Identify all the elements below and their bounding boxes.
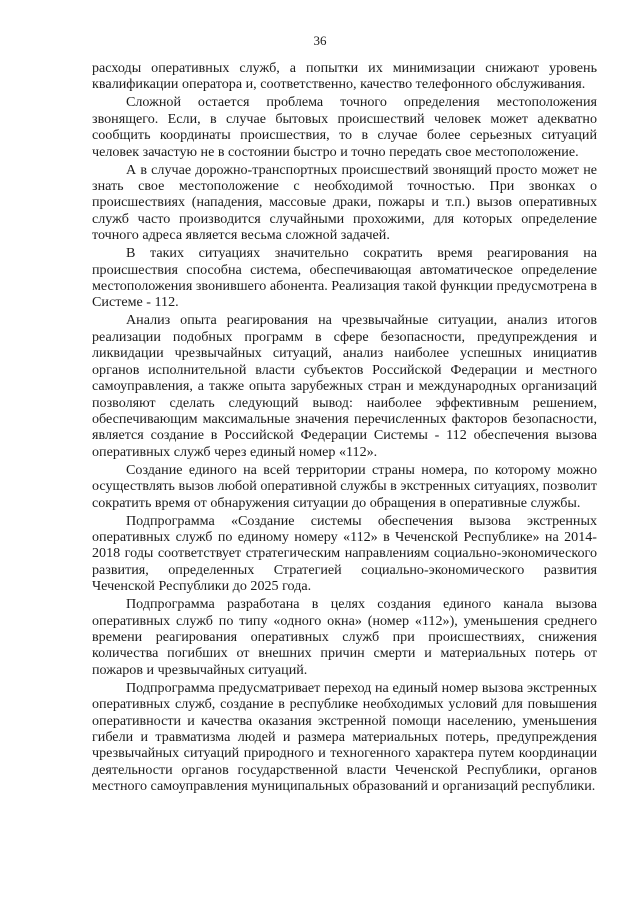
paragraph-continuation: расходы оперативных служб, а попытки их минимизации снижают уровень квалификации оператора и, соответственно, качество телефонного обслуживания. [92, 60, 597, 93]
page-number: 36 [313, 33, 327, 48]
paragraph-road-accidents: А в случае дорожно-транспортных происшествий звонящий просто может не знать свое местоположение с необходимой точностью. При звонках о происшествиях (нападения, массовые драки, пожары и т.п.) вызов оперативных служб часто производится случайными прохожими, для которых определение точного адреса является весьма сложной задачей. [92, 161, 597, 244]
paragraph-auto-location: В таких ситуациях значительно сократить время реагирования на происшествия способна система, обеспечивающая автоматическое определение местоположения звонившего абонента. Реализация такой функции предусмотрена в Системе - 112. [92, 245, 597, 311]
paragraph-location-problem: Сложной остается проблема точного определения местоположения звонящего. Если, в случае бытовых происшествий человек может адекватно сообщить координаты происшествия, то в случае более серьезных ситуаций человек зачастую не в состоянии быстро и точно передать свое местоположение. [92, 94, 597, 160]
paragraph-analysis: Анализ опыта реагирования на чрезвычайные ситуации, анализ итогов реализации подобных программ в сфере безопасности, предупреждения и ликвидации чрезвычайных ситуаций, анализ наиболее успешных инициатив органов исполнительной власти субъектов Российской Федерации и местного самоуправления, а также опыта зарубежных стран и международных организаций позволяют сделать следующий вывод: наиболее эффективным решением, обеспечивающим максимальные значения перечисленных факторов безопасности, является создание в Российской Федерации Системы - 112 обеспечения вызова оперативных служб через единый номер «112». [92, 312, 597, 460]
body-text [92, 60, 597, 796]
paragraph-subprogram-transition: Подпрограмма предусматривает переход на единый номер вызова экстренных оперативных служб, создание в республике необходимых условий для повышения оперативности и качества оказания экстренной помощи населению, уменьшения гибели и травматизма людей и размера материальных потерь, предупреждения чрезвычайных ситуаций природного и техногенного характера путем координации деятельности органов государственной власти Чеченской Республики, органов местного самоуправления муниципальных образований и организаций республики. [92, 679, 597, 795]
paragraph-single-number: Создание единого на всей территории страны номера, по которому можно осуществлять вызов любой оперативной службы в экстренных ситуациях, позволит сократить время от обнаружения ситуации до обращения в оперативные службы. [92, 461, 597, 511]
paragraph-subprogram-goals: Подпрограмма разработана в целях создания единого канала вызова оперативных служб по типу «одного окна» (номер «112»), уменьшения среднего времени реагирования оперативных служб при происшествиях, снижения количества погибших от внешних причин смерти и материальных потерь от пожаров и чрезвычайных ситуаций. [92, 596, 597, 678]
paragraph-subprogram-strategy: Подпрограмма «Создание системы обеспечения вызова экстренных оперативных служб по единому номеру «112» в Чеченской Республике» на 2014-2018 годы соответствует стратегическим направлениям социально-экономического развития, определенных Стратегией социально-экономического развития Чеченской Республики до 2025 года. [92, 512, 597, 595]
